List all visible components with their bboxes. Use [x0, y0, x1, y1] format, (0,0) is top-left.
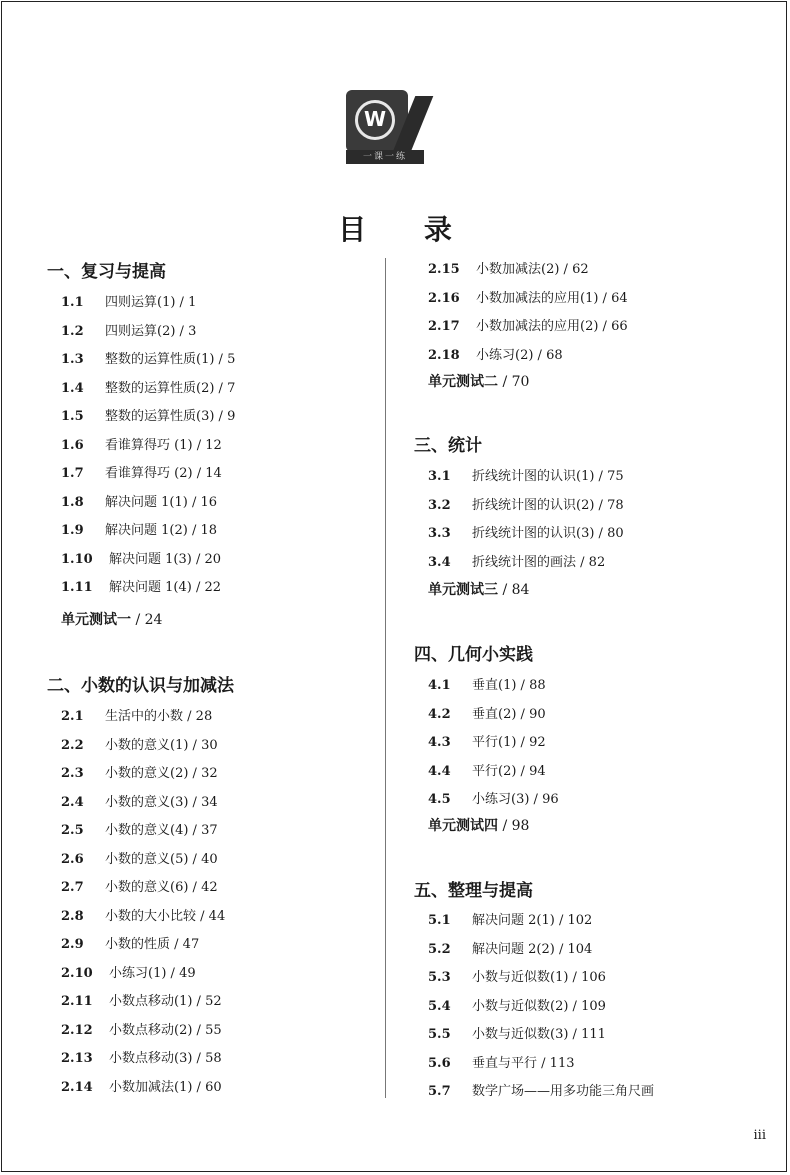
toc-entry [61, 962, 196, 981]
toc-entry-page: 32 [201, 766, 218, 781]
toc-entry-title: 看谁算得巧 (1) [105, 437, 193, 453]
unit-test-page: 24 [144, 612, 163, 628]
toc-entry [428, 1023, 606, 1042]
toc-entry-page: 109 [581, 998, 606, 1014]
toc-entry-number: 4.2 [428, 706, 451, 722]
page-title: 目 录 [338, 213, 476, 246]
toc-entry-number: 2.9 [61, 937, 84, 952]
toc-entry-page: 60 [205, 1079, 222, 1095]
toc-entry-title: 小数的意义(1) [105, 737, 189, 753]
toc-entry [428, 788, 559, 807]
toc-entry-page: 90 [529, 706, 546, 722]
toc-entry-number: 5.4 [428, 998, 451, 1014]
toc-entry-title: 折线统计图的认识(2) [472, 497, 595, 513]
toc-entry-separator: / [594, 526, 608, 541]
toc-entry-title: 小数与近似数(2) [472, 998, 569, 1014]
toc-entry-number: 1.7 [61, 466, 84, 481]
toc-entry [61, 933, 199, 952]
toc-entry [428, 287, 628, 306]
toc-entry [61, 1047, 222, 1066]
unit-test-entry [428, 579, 529, 599]
toc-entry-title: 垂直与平行 [472, 1055, 538, 1071]
unit-test-entry [428, 371, 529, 391]
toc-entry-title: 小练习(1) [109, 965, 167, 981]
toc-entry-number: 2.8 [61, 908, 84, 924]
toc-entry-title: 解决问题 1(1) [105, 494, 188, 510]
toc-entry-number: 5.1 [428, 913, 451, 928]
toc-entry-number: 2.15 [428, 262, 460, 277]
toc-entry-page: 92 [529, 735, 546, 750]
toc-entry-page: 96 [542, 792, 559, 807]
toc-entry-title: 小数的大小比较 [105, 908, 197, 924]
toc-entry [428, 1052, 575, 1071]
toc-entry-page: 66 [611, 319, 628, 334]
toc-entry-page: 94 [529, 763, 546, 779]
toc-entry-page: 75 [607, 469, 624, 484]
toc-entry-title: 小数的意义(5) [105, 851, 189, 867]
toc-entry [428, 465, 624, 484]
toc-entry [428, 494, 624, 513]
toc-entry [61, 990, 222, 1009]
toc-entry-page: 78 [607, 497, 624, 513]
toc-entry [428, 674, 546, 693]
toc-entry-title: 生活中的小数 [105, 709, 184, 724]
toc-entry-separator: / [191, 580, 205, 595]
toc-entry-separator: / [533, 347, 547, 363]
unit-test-page: 98 [511, 818, 530, 834]
toc-entry-page: 52 [205, 994, 222, 1009]
unit-test-label: 单元测试三 [428, 582, 498, 598]
toc-entry [61, 320, 196, 339]
toc-entry-separator: / [188, 737, 202, 753]
toc-entry-number: 2.3 [61, 766, 84, 781]
toc-entry-separator: / [568, 970, 582, 985]
toc-entry-number: 2.10 [61, 965, 93, 981]
toc-entry [428, 315, 628, 334]
toc-entry-page: 102 [567, 913, 593, 928]
toc-entry-page: 3 [188, 323, 197, 339]
toc-entry-separator: / [188, 880, 202, 895]
toc-entry-separator: / [594, 469, 608, 484]
toc-entry [428, 344, 563, 363]
toc-entry-separator: / [188, 766, 202, 781]
toc-entry-separator: / [192, 994, 206, 1009]
toc-entry-separator: / [214, 409, 228, 424]
toc-entry-separator: / [576, 554, 589, 570]
toc-entry-number: 2.11 [61, 994, 93, 1009]
toc-entry-number: 2.17 [428, 319, 460, 334]
toc-entry-title: 小数加减法的应用(1) [476, 290, 599, 306]
toc-entry-number: 5.5 [428, 1027, 451, 1042]
toc-entry-title: 小练习(3) [472, 792, 530, 807]
toc-entry-number: 5.2 [428, 941, 451, 957]
toc-entry-number: 3.4 [428, 554, 451, 570]
toc-entry [428, 760, 546, 779]
toc-entry-page: 37 [201, 823, 218, 838]
toc-entry-separator: / [559, 262, 573, 277]
unit-test-page: 70 [511, 374, 530, 390]
toc-entry-separator: / [187, 523, 201, 538]
toc-entry-separator: / [187, 494, 201, 510]
toc-entry-number: 2.14 [61, 1079, 93, 1095]
toc-entry [428, 909, 592, 928]
toc-entry [61, 291, 196, 310]
toc-entry-separator: / [516, 735, 530, 750]
toc-entry-title: 折线统计图的认识(1) [472, 469, 595, 484]
logo-band-text: 一课一练 [346, 150, 424, 164]
toc-entry-number: 2.2 [61, 737, 84, 753]
toc-entry-separator: / [192, 1051, 206, 1066]
toc-entry-title: 解决问题 2(1) [472, 913, 555, 928]
toc-entry-separator: / [498, 374, 512, 390]
toc-entry-number: 2.5 [61, 823, 84, 838]
toc-entry [61, 348, 235, 367]
toc-entry-page: 58 [205, 1051, 222, 1066]
toc-entry-number: 1.6 [61, 437, 84, 453]
toc-entry-title: 小数的意义(4) [105, 823, 189, 838]
toc-entry [428, 1080, 654, 1099]
toc-entry-number: 2.12 [61, 1022, 93, 1038]
toc-entry-separator: / [568, 998, 582, 1014]
toc-entry-separator: / [196, 908, 209, 924]
toc-entry-number: 4.4 [428, 763, 451, 779]
toc-entry-separator: / [537, 1055, 550, 1071]
toc-entry-title: 小数的意义(3) [105, 794, 189, 810]
toc-entry-title: 折线统计图的画法 [472, 554, 577, 570]
toc-entry-page: 22 [204, 580, 222, 595]
toc-entry-separator: / [568, 1027, 582, 1042]
toc-entry [428, 522, 624, 541]
toc-entry-page: 88 [529, 678, 546, 693]
page-number: iii [753, 1128, 766, 1143]
toc-entry-number: 5.7 [428, 1084, 451, 1099]
toc-entry-separator: / [598, 319, 612, 334]
toc-entry-page: 55 [205, 1022, 222, 1038]
toc-entry-separator: / [175, 295, 189, 310]
toc-entry-page: 40 [201, 851, 218, 867]
toc-entry [61, 819, 218, 838]
toc-entry-page: 1 [188, 295, 197, 310]
toc-entry-title: 小数点移动(2) [109, 1022, 193, 1038]
toc-entry-separator: / [188, 823, 202, 838]
toc-entry-title: 数学广场——用多功能三角尺画 [472, 1084, 655, 1099]
toc-entry-number: 4.5 [428, 792, 451, 807]
toc-entry [428, 703, 546, 722]
toc-entry [61, 876, 218, 895]
toc-entry-number: 1.5 [61, 409, 84, 424]
toc-entry-title: 小数与近似数(3) [472, 1027, 569, 1042]
toc-entry-separator: / [166, 965, 180, 981]
toc-entry-title: 解决问题 2(2) [472, 941, 555, 957]
toc-entry-page: 64 [611, 290, 628, 306]
logo-mark: W [363, 107, 387, 131]
toc-entry-number: 2.6 [61, 851, 84, 867]
chapter-heading: 一、复习与提高 [47, 262, 166, 282]
toc-entry-title: 小数点移动(3) [109, 1051, 193, 1066]
toc-entry-title: 四则运算(1) [105, 295, 176, 310]
toc-entry-title: 平行(2) [472, 763, 517, 779]
toc-entry-number: 1.11 [61, 580, 93, 595]
toc-entry [61, 434, 222, 453]
toc-entry-number: 1.3 [61, 352, 84, 367]
toc-entry [61, 548, 221, 567]
unit-test-label: 单元测试二 [428, 374, 498, 390]
toc-entry [428, 731, 546, 750]
toc-entry-page: 16 [200, 494, 218, 510]
chapter-heading: 五、整理与提高 [414, 881, 533, 901]
toc-entry [61, 491, 217, 510]
toc-entry-number: 1.1 [61, 295, 84, 310]
toc-entry-separator: / [175, 323, 189, 339]
toc-entry-separator: / [170, 937, 183, 952]
toc-entry-page: 49 [179, 965, 196, 981]
toc-entry-title: 小数的意义(2) [105, 766, 189, 781]
toc-entry-title: 小数的意义(6) [105, 880, 189, 895]
toc-entry [428, 258, 589, 277]
toc-entry [61, 1076, 222, 1095]
toc-entry-separator: / [192, 466, 206, 481]
toc-entry-page: 9 [227, 409, 236, 424]
toc-entry-separator: / [192, 437, 206, 453]
toc-entry-page: 106 [581, 970, 606, 985]
toc-entry-page: 34 [201, 794, 218, 810]
toc-entry-title: 垂直(1) [472, 678, 517, 693]
toc-entry-separator: / [191, 551, 205, 567]
series-logo [346, 90, 424, 164]
toc-entry-number: 3.3 [428, 526, 451, 541]
column-divider [385, 258, 386, 1098]
toc-entry [61, 462, 222, 481]
toc-entry-page: 42 [201, 880, 218, 895]
toc-entry-separator: / [188, 794, 202, 810]
toc-entry-title: 整数的运算性质(3) [105, 409, 215, 424]
toc-entry-page: 18 [200, 523, 218, 538]
toc-entry [61, 576, 221, 595]
toc-entry-title: 小数与近似数(1) [472, 970, 569, 985]
toc-entry-page: 12 [205, 437, 222, 453]
toc-entry-number: 1.10 [61, 551, 93, 567]
toc-entry [61, 762, 218, 781]
toc-entry-page: 44 [208, 908, 226, 924]
toc-entry-title: 小数的性质 [105, 937, 171, 952]
toc-entry-separator: / [498, 582, 512, 598]
toc-entry-title: 小数加减法(1) [109, 1079, 193, 1095]
unit-test-label: 单元测试四 [428, 818, 498, 834]
toc-entry [61, 905, 225, 924]
toc-entry-number: 3.1 [428, 469, 451, 484]
unit-test-entry [428, 815, 529, 835]
toc-entry-separator: / [594, 497, 608, 513]
toc-entry-separator: / [516, 763, 530, 779]
toc-entry-page: 14 [205, 466, 222, 481]
chapter-heading: 四、几何小实践 [414, 645, 533, 665]
toc-entry-number: 3.2 [428, 497, 451, 513]
toc-entry-separator: / [188, 851, 202, 867]
toc-entry [428, 995, 606, 1014]
toc-entry [61, 377, 235, 396]
unit-test-page: 84 [511, 582, 530, 598]
toc-entry-page: 80 [607, 526, 624, 541]
toc-entry-separator: / [498, 818, 512, 834]
toc-entry-title: 整数的运算性质(2) [105, 380, 215, 396]
toc-entry [61, 791, 218, 810]
toc-entry [428, 966, 606, 985]
toc-entry-separator: / [554, 941, 568, 957]
toc-entry-separator: / [516, 678, 530, 693]
toc-entry [61, 405, 235, 424]
toc-entry-title: 折线统计图的认识(3) [472, 526, 595, 541]
toc-entry-page: 113 [549, 1055, 575, 1071]
toc-entry-page: 30 [201, 737, 218, 753]
toc-entry-separator: / [516, 706, 530, 722]
chapter-heading: 二、小数的认识与加减法 [47, 676, 234, 696]
toc-entry-title: 垂直(2) [472, 706, 517, 722]
toc-entry-number: 2.7 [61, 880, 84, 895]
toc-entry-number: 4.3 [428, 735, 451, 750]
toc-entry-title: 小数加减法(2) [476, 262, 560, 277]
toc-entry-number: 2.18 [428, 347, 460, 363]
toc-entry-title: 解决问题 1(4) [109, 580, 192, 595]
toc-entry-number: 5.3 [428, 970, 451, 985]
toc-entry-page: 68 [546, 347, 563, 363]
toc-entry-number: 5.6 [428, 1055, 451, 1071]
toc-entry-title: 小练习(2) [476, 347, 534, 363]
toc-entry [428, 551, 605, 570]
toc-entry [61, 705, 212, 724]
toc-entry-number: 4.1 [428, 678, 451, 693]
toc-entry [61, 848, 218, 867]
toc-entry-separator: / [214, 352, 228, 367]
toc-entry-title: 小数加减法的应用(2) [476, 319, 599, 334]
toc-entry-page: 47 [182, 937, 200, 952]
toc-entry-separator: / [214, 380, 228, 396]
toc-entry-separator: / [554, 913, 568, 928]
toc-entry-page: 104 [567, 941, 593, 957]
toc-entry-number: 2.1 [61, 709, 84, 724]
toc-entry-number: 2.4 [61, 794, 84, 810]
toc-entry-number: 2.13 [61, 1051, 93, 1066]
toc-entry-separator: / [192, 1022, 206, 1038]
toc-entry-title: 四则运算(2) [105, 323, 176, 339]
toc-entry [61, 1019, 222, 1038]
toc-entry-title: 看谁算得巧 (2) [105, 466, 193, 481]
toc-entry-title: 整数的运算性质(1) [105, 352, 215, 367]
chapter-heading: 三、统计 [414, 436, 482, 456]
unit-test-label: 单元测试一 [61, 612, 131, 628]
toc-entry-separator: / [183, 709, 196, 724]
toc-entry-number: 1.9 [61, 523, 84, 538]
toc-entry-page: 82 [588, 554, 606, 570]
toc-entry [61, 734, 218, 753]
toc-entry-number: 1.4 [61, 380, 84, 396]
toc-entry-page: 62 [572, 262, 589, 277]
toc-entry-page: 111 [581, 1027, 606, 1042]
toc-entry-title: 解决问题 1(3) [109, 551, 192, 567]
toc-entry-page: 20 [204, 551, 222, 567]
toc-entry-page: 5 [227, 352, 236, 367]
toc-entry-title: 解决问题 1(2) [105, 523, 188, 538]
toc-entry-page: 7 [227, 380, 236, 396]
toc-entry-number: 1.8 [61, 494, 84, 510]
toc-entry-separator: / [131, 612, 145, 628]
unit-test-entry [61, 609, 162, 629]
toc-entry [61, 519, 217, 538]
toc-entry-number: 2.16 [428, 290, 460, 306]
toc-entry-title: 平行(1) [472, 735, 517, 750]
toc-entry-number: 1.2 [61, 323, 84, 339]
toc-entry-separator: / [598, 290, 612, 306]
toc-entry-title: 小数点移动(1) [109, 994, 193, 1009]
toc-entry [428, 938, 592, 957]
toc-entry-separator: / [192, 1079, 206, 1095]
toc-entry-page: 28 [195, 709, 213, 724]
toc-entry-separator: / [529, 792, 543, 807]
